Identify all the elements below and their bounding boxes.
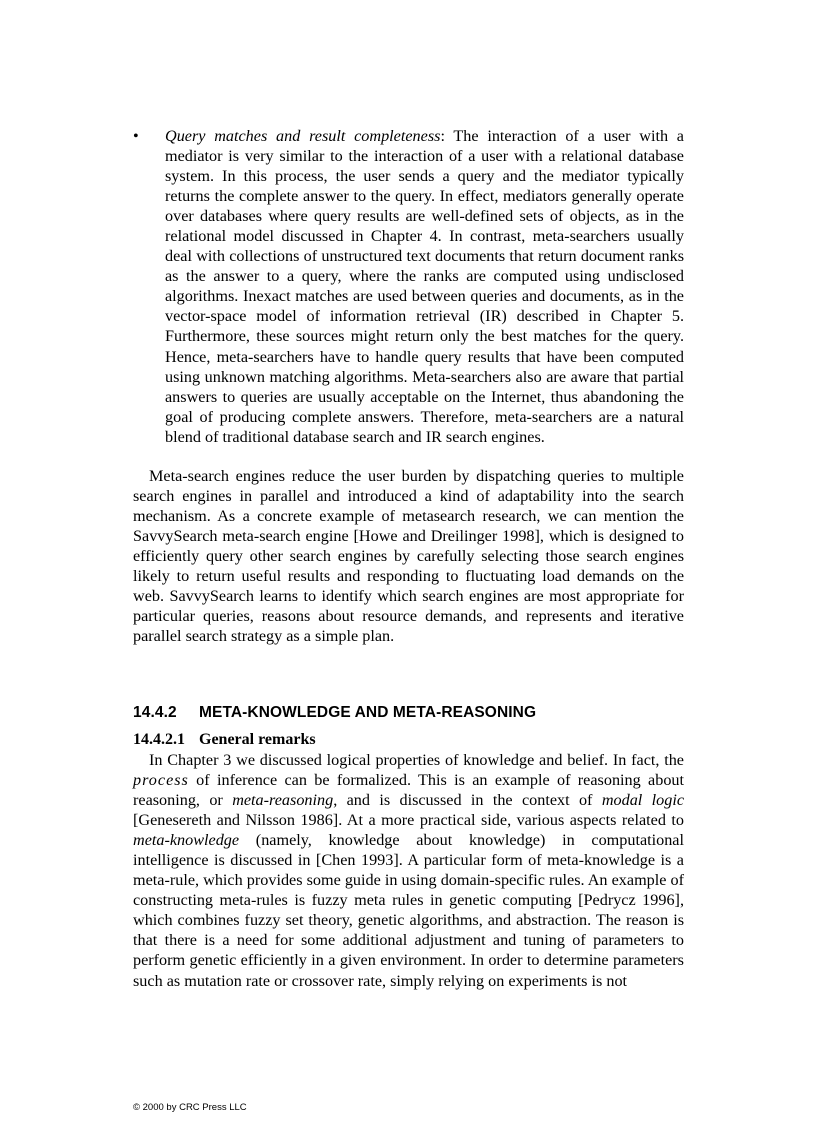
emphasis-meta-knowledge: meta-knowledge [133, 831, 240, 850]
text-run: (namely, knowledge about knowledge) in computational intelligence is discussed in [Chen 1993]. A particular form of meta-knowledge is a meta-rule, which provides some guide in using domain-specific rules. An example of constructing meta-rules is fuzzy meta rules in genetic computing [Pedrycz 1996], which combines fuzzy set theory, genetic algorithms, and abstraction. The reason is that there is a need for some additional adjustment and tuning of parameters to perform genetic efficiently in a given environment. In order to determine parameters such as mutation rate or crossover rate, simply relying on experiments is not [133, 831, 684, 990]
bullet-text: : The interaction of a user with a mediator is very similar to the interaction of a user with a relational database system. In this process, the user sends a query and the mediator typically returns the complete answer to the query. In effect, mediators generally operate over databases where query results are well-defined sets of objects, as in the relational model discussed in Chapter 4. In contrast, meta-searchers usually deal with collections of unstructured text documents that return document ranks as the answer to a query, where the ranks are computed using undisclosed algorithms. Inexact matches are used between queries and documents, as in the vector-space model of information retrieval (IR) described in Chapter 5. Furthermore, these sources might return only the best matches for the query. Hence, meta-searchers have to handle query results that have been computed using unknown matching algorithms. Meta-searchers also are aware that partial answers to queries are usually acceptable on the Internet, thus abandoning the goal of producing complete answers. Therefore, meta-searchers are a natural blend of traditional database search and IR search engines. [165, 127, 684, 446]
emphasis-process: process [133, 771, 189, 790]
text-run: of inference can be formalized. This is an example of reasoning about reasoning, or [133, 771, 684, 810]
paragraph-meta-search-engines [133, 466, 684, 646]
paragraph-text: Meta-search engines reduce the user burden by dispatching queries to multiple search engines in parallel and introduced a kind of adaptability into the search mechanism. As a concrete example of metasearch research, we can mention the SavvySearch meta-search engine [Howe and Dreilinger 1998], which is designed to efficiently query other search engines by carefully selecting those search engines likely to return useful results and responding to fluctuating load demands on the web. SavvySearch learns to identify which search engines are most appropriate for particular queries, reasons about resource demands, and represents and iterative parallel search strategy as a simple plan. [133, 467, 684, 646]
bullet-item-query-matches [133, 126, 684, 447]
section-title: META-KNOWLEDGE AND META-REASONING [199, 704, 537, 721]
subsection-number: 14.4.2.1 [133, 731, 185, 748]
subsection-title: General remarks [199, 731, 316, 748]
bullet-list [133, 126, 684, 447]
text-run: [Genesereth and Nilsson 1986]. At a more practical side, various aspects related to [133, 811, 684, 830]
section-heading [133, 704, 536, 722]
emphasis-modal-logic: modal logic [601, 791, 685, 810]
bullet-lead-term: Query matches and result completeness [165, 127, 441, 145]
copyright-footer: © 2000 by CRC Press LLC [133, 1102, 247, 1113]
text-run: In Chapter 3 we discussed logical properties of knowledge and belief. In fact, the [149, 751, 684, 769]
subsection-heading [133, 731, 316, 749]
bullet-icon: • [133, 127, 139, 145]
paragraph-general-remarks [133, 750, 684, 991]
paragraph-text [133, 750, 684, 991]
section-number: 14.4.2 [133, 704, 177, 721]
emphasis-meta-reasoning: meta-reasoning [232, 791, 334, 810]
text-run: , and is discussed in the context of [333, 791, 602, 810]
